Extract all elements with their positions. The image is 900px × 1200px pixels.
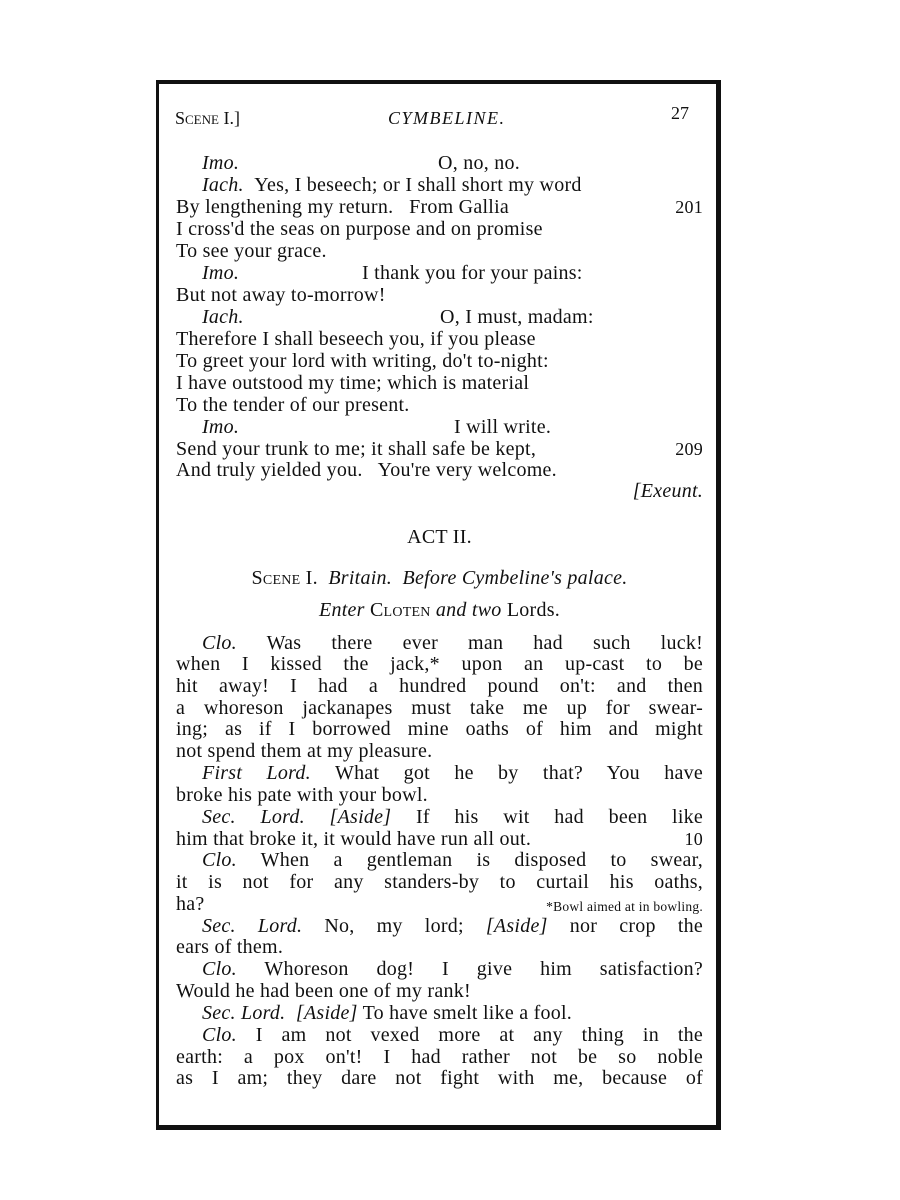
verse-line: To the tender of our present.	[176, 394, 410, 416]
prose-line: not spend them at my pleasure.	[176, 740, 433, 762]
speech-text: I am not vexed more at any thing in the	[255, 1024, 703, 1046]
prose-line: it is not for any standers-by to curtail his oaths,	[176, 871, 703, 893]
page-number: 27	[671, 103, 689, 123]
speech-text: And truly yielded you. You're very welcome.	[176, 459, 557, 481]
prose-line	[176, 1024, 703, 1046]
verse-line: To see your grace.	[176, 240, 327, 262]
prose-line: when I kissed the jack,* upon an up-cast to be	[176, 653, 703, 675]
prose-line: a whoreson jackanapes must take me up for swear-	[176, 697, 703, 719]
prose-line: ing; as if I borrowed mine oaths of him and might	[176, 718, 703, 740]
verse-line: Therefore I shall beseech you, if you please	[176, 328, 536, 350]
verse-line	[176, 306, 703, 328]
scene-location: Before Cymbeline's palace.	[402, 567, 628, 589]
speech-text: I will write.	[454, 416, 552, 438]
prose-line	[176, 1002, 703, 1024]
prose-line: as I am; they dare not fight with me, because of	[176, 1067, 703, 1089]
prose-line	[176, 849, 703, 871]
prose-line: ears of them.	[176, 936, 284, 958]
verse-line: I have outstood my time; which is material	[176, 372, 530, 394]
speech-text: Was there ever man had such luck!	[266, 632, 703, 654]
scene-place: Britain.	[328, 567, 393, 589]
scene-heading	[176, 567, 703, 589]
prose-line	[176, 828, 703, 850]
speech-text: No, my lord;	[324, 915, 464, 937]
character-name: Lords.	[506, 599, 560, 621]
speaker: Imo.	[202, 152, 240, 174]
speaker: Iach.	[202, 306, 244, 328]
speaker: Clo.	[202, 849, 237, 871]
speech-text: I thank you for your pains:	[362, 262, 583, 284]
verse-line	[176, 459, 703, 481]
speech-text: Whoreson dog! I give him satisfaction?	[264, 958, 704, 980]
speech-text: To have smelt like a fool.	[362, 1002, 573, 1024]
direction-text: and two	[435, 599, 502, 621]
prose-line	[176, 958, 703, 980]
stage-direction-aside: [Aside]	[295, 1002, 358, 1024]
prose-line	[176, 915, 703, 937]
stage-direction-aside: [Aside]	[329, 806, 392, 828]
prose-line	[176, 762, 703, 784]
character-name: Cloten	[369, 599, 431, 621]
running-head-title: CYMBELINE.	[388, 108, 506, 128]
scene-label: Scene I.	[251, 567, 318, 589]
speaker: Imo.	[202, 416, 240, 438]
prose-line: Would he had been one of my rank!	[176, 980, 471, 1002]
prose-line	[176, 893, 703, 915]
speaker: Clo.	[202, 632, 237, 654]
prose-line: hit away! I had a hundred pound on't: and then	[176, 675, 703, 697]
speech-text: By lengthening my return. From Gallia	[176, 196, 510, 218]
speaker: Iach.	[202, 174, 244, 196]
verse-line: I cross'd the seas on purpose and on promise	[176, 218, 543, 240]
running-head-scene: Scene I.]	[175, 108, 240, 128]
act-heading: ACT II.	[407, 526, 472, 548]
speech-text: O, no, no.	[438, 152, 520, 174]
verse-line	[176, 152, 703, 174]
speaker: Sec. Lord.	[202, 1002, 286, 1024]
verse-line	[176, 196, 703, 218]
verse-line: To greet your lord with writing, do't to-night:	[176, 350, 549, 372]
speaker: Clo.	[202, 958, 237, 980]
speech-text: Send your trunk to me; it shall safe be kept,	[176, 438, 537, 460]
line-number: 209	[675, 439, 703, 459]
speaker: Clo.	[202, 1024, 237, 1046]
verse-line	[176, 262, 703, 284]
speech-text: What got he by that? You have	[334, 762, 703, 784]
stage-direction-exeunt: [Exeunt.	[632, 480, 703, 502]
prose-line	[176, 806, 703, 828]
prose-line: earth: a pox on't! I had rather not be so noble	[176, 1046, 703, 1068]
line-number: 201	[675, 197, 703, 217]
speech-text: When a gentleman is disposed to swear,	[260, 849, 704, 871]
speech-text: him that broke it, it would have run all out.	[176, 828, 532, 850]
speaker: Imo.	[202, 262, 240, 284]
speech-text: Yes, I beseech; or I shall short my word	[254, 174, 582, 196]
stage-direction-aside: [Aside]	[485, 915, 548, 937]
verse-line	[176, 174, 703, 196]
speech-text: ha?	[176, 893, 205, 915]
speaker: Sec. Lord.	[202, 806, 305, 828]
speech-text: O, I must, madam:	[440, 306, 594, 328]
speech-text: If his wit had been like	[415, 806, 703, 828]
prose-line: broke his pate with your bowl.	[176, 784, 428, 806]
verse-line: But not away to-morrow!	[176, 284, 386, 306]
speaker: First Lord.	[202, 762, 311, 784]
verse-line	[176, 416, 703, 438]
enter-word: Enter	[319, 599, 365, 621]
prose-line	[176, 632, 703, 654]
speech-text: nor crop the	[569, 915, 704, 937]
footnote: *Bowl aimed at in bowling.	[546, 899, 703, 914]
verse-line	[176, 438, 703, 460]
entrance-direction	[176, 599, 703, 621]
speaker: Sec. Lord.	[202, 915, 303, 937]
line-number: 10	[684, 829, 703, 849]
